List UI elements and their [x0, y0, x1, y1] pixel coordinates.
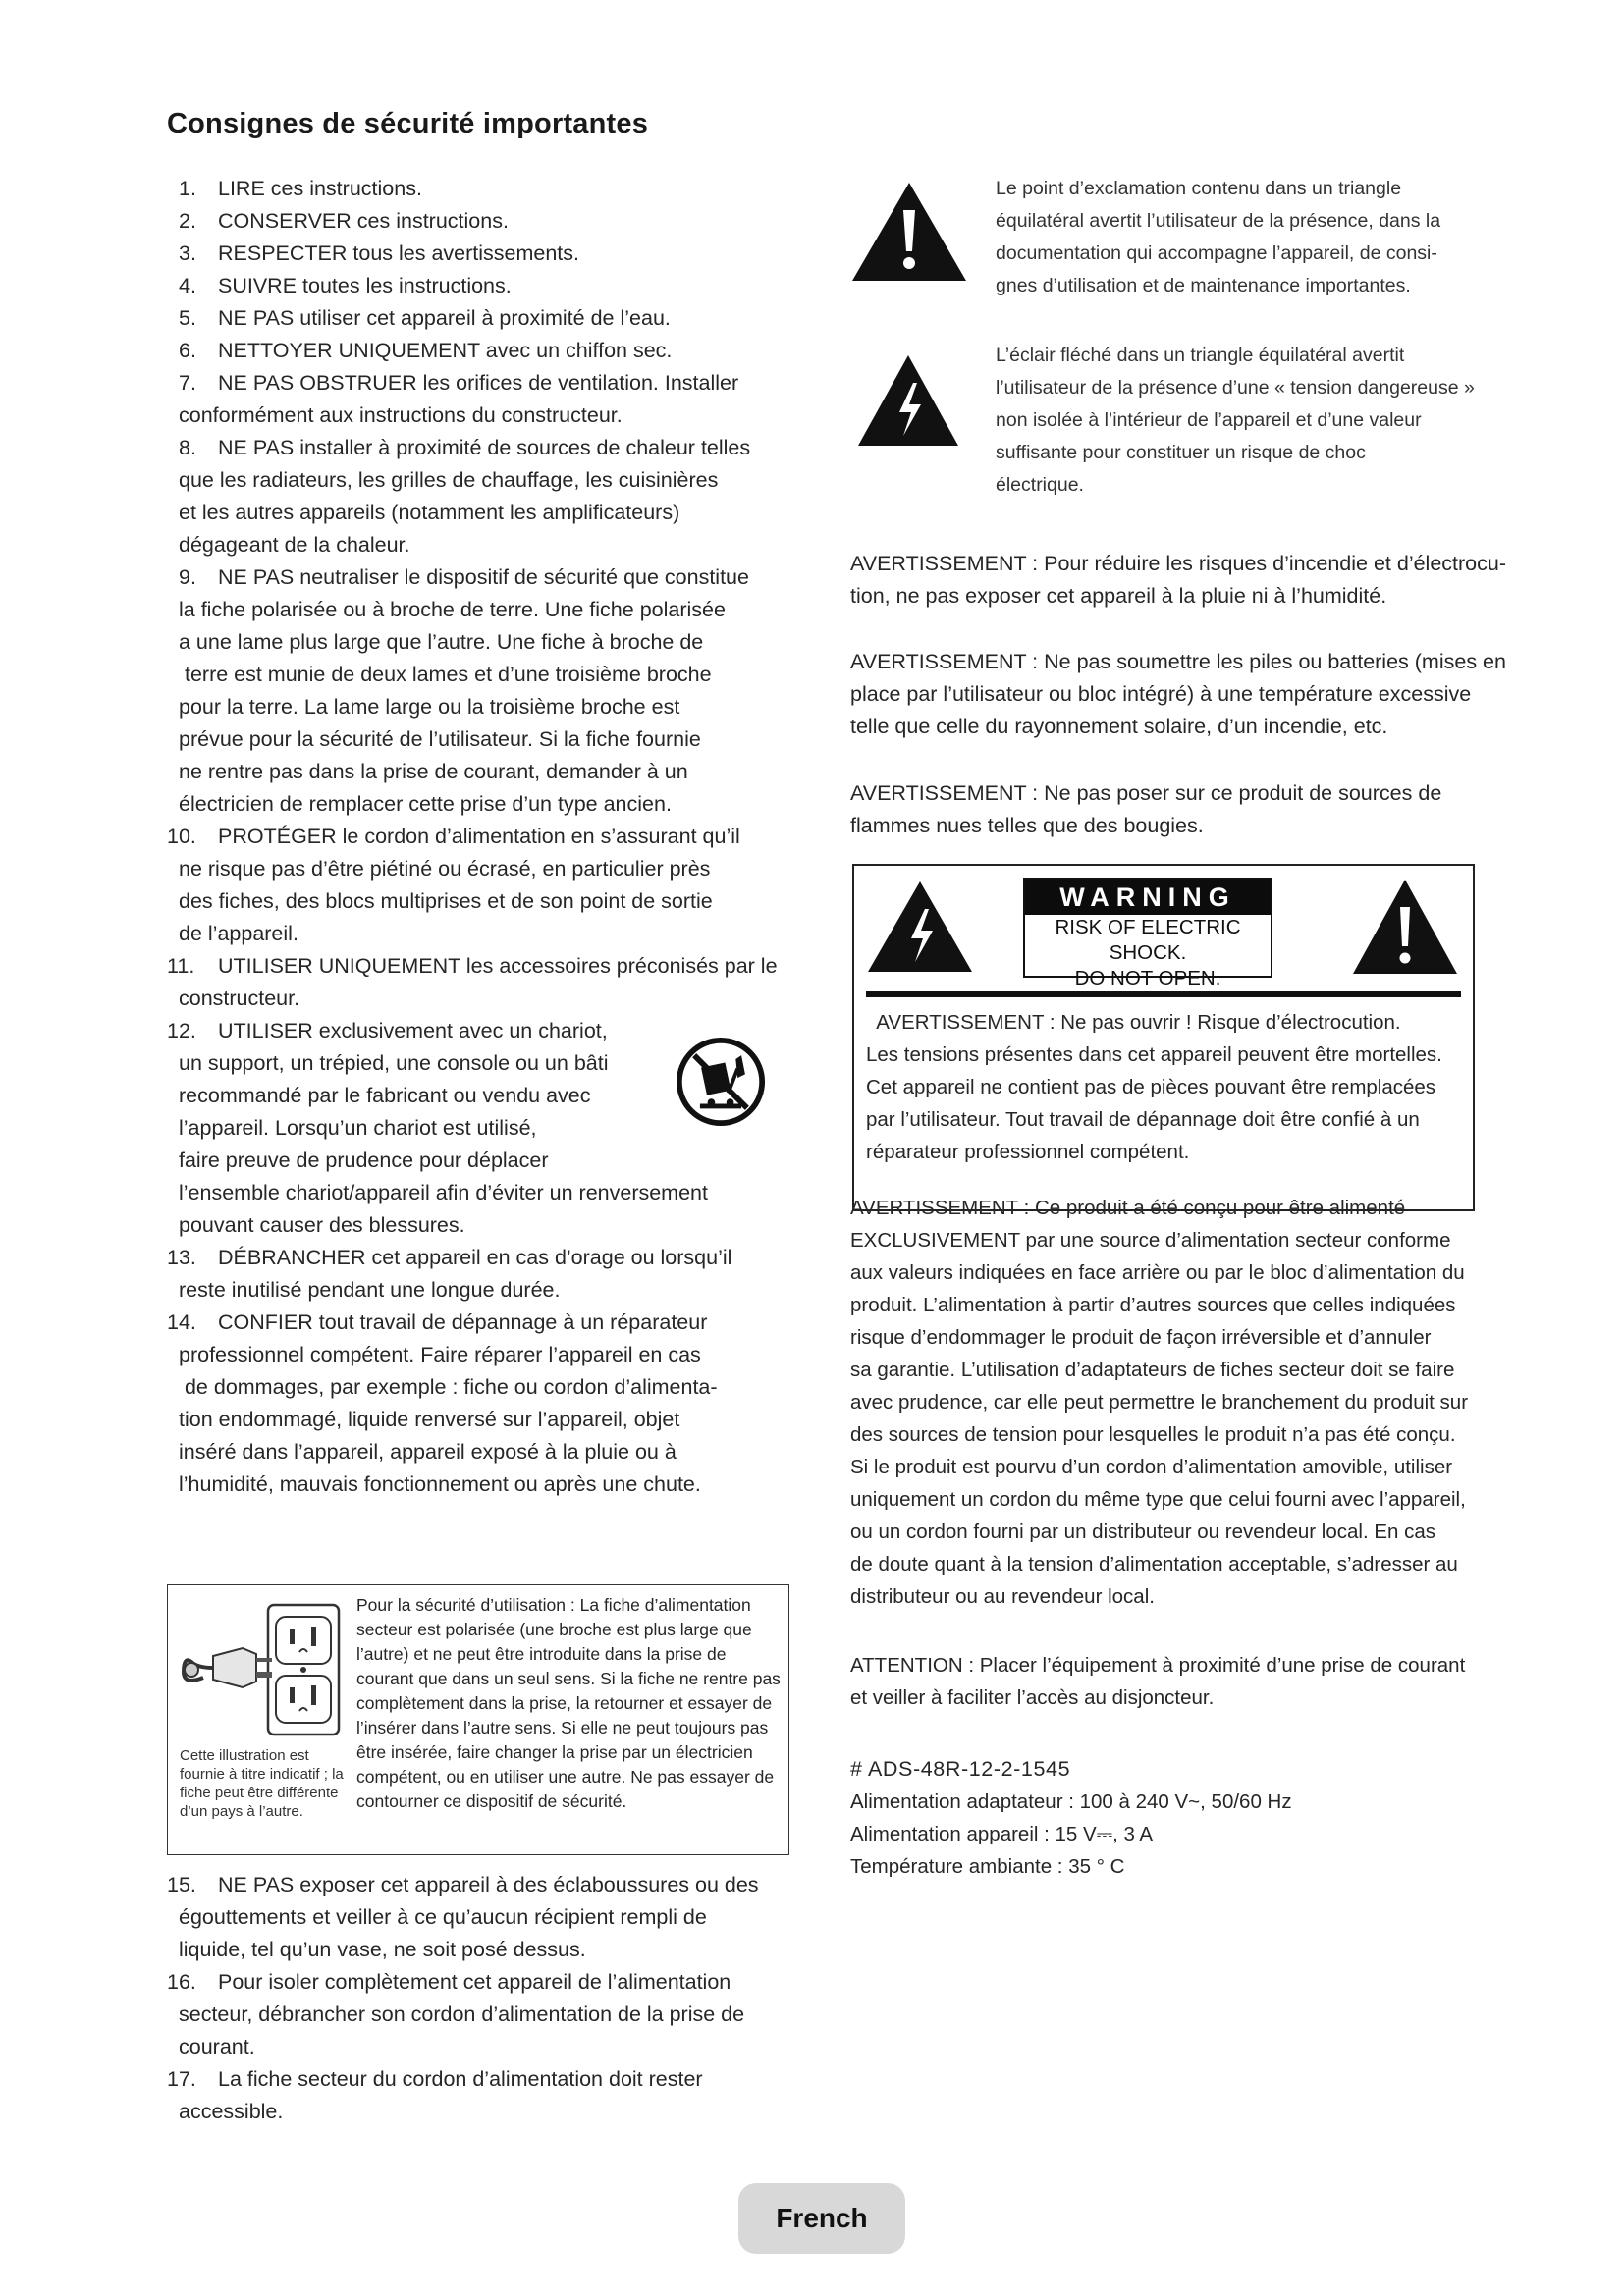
- rule-continuation: [167, 983, 795, 1015]
- rule-text: de dommages, par exemple : fiche ou cordon d’alimenta-: [179, 1375, 718, 1399]
- rule-text: ne rentre pas dans la prise de courant, demander à un: [179, 760, 688, 783]
- rule-continuation: [167, 1468, 795, 1501]
- caption-line: d’un pays à l’autre.: [180, 1803, 303, 1820]
- rule-item: [167, 302, 795, 335]
- rules-15-17: [167, 1869, 795, 2128]
- warning-batteries: [850, 646, 1506, 743]
- rule-text: recommandé par le fabricant ou vendu avec: [179, 1084, 591, 1107]
- rule-item: [167, 1966, 795, 1999]
- rule-text: NE PAS installer à proximité de sources de chaleur telles: [218, 436, 751, 459]
- rule-text: NE PAS exposer cet appareil à des éclaboussures ou des: [218, 1873, 759, 1896]
- warning-heading: WARNING: [1025, 880, 1271, 915]
- rule-text: NE PAS utiliser cet appareil à proximité de l’eau.: [218, 306, 671, 330]
- page-title: Consignes de sécurité importantes: [167, 108, 649, 139]
- text-line: telle que celle du rayonnement solaire, d’un incendie, etc.: [850, 715, 1388, 738]
- rule-item: [167, 205, 795, 238]
- rule-item: [167, 335, 795, 367]
- rules-1-14: [167, 173, 795, 1501]
- rule-item: [167, 432, 795, 464]
- rule-text: constructeur.: [179, 987, 300, 1010]
- text-line: Les tensions présentes dans cet appareil peuvent être mortelles.: [866, 1043, 1442, 1066]
- rule-text: ne risque pas d’être piétiné ou écrasé, en particulier près: [179, 857, 711, 881]
- text-line: Cet appareil ne contient pas de pièces pouvant être remplacées: [866, 1076, 1436, 1098]
- rule-text: pour la terre. La lame large ou la troisième broche est: [179, 695, 680, 719]
- exclamation-explanation: [850, 173, 1498, 320]
- caption-line: fiche peut être différente: [180, 1785, 339, 1801]
- rule-continuation: [167, 1209, 795, 1242]
- rule-text: dégageant de la chaleur.: [179, 533, 410, 557]
- rule-continuation: [167, 1404, 795, 1436]
- text-line: compétent, ou en utiliser une autre. Ne pas essayer de: [356, 1767, 775, 1787]
- rule-text: RESPECTER tous les avertissements.: [218, 241, 580, 265]
- rule-text: terre est munie de deux lames et d’une troisième broche: [179, 663, 712, 686]
- rule-text: a une lame plus large que l’autre. Une fiche à broche de: [179, 630, 704, 654]
- text-line: électrique.: [996, 474, 1084, 496]
- rule-continuation: [167, 788, 795, 821]
- warning-open-flames: [850, 777, 1479, 842]
- text-line: L’éclair fléché dans un triangle équilatéral avertit: [996, 345, 1405, 366]
- caption-line: fournie à titre indicatif ; la: [180, 1766, 344, 1783]
- text-line: et veiller à faciliter l’accès au disjoncteur.: [850, 1686, 1215, 1709]
- text-line: place par l’utilisateur ou bloc intégré) à une température excessive: [850, 682, 1472, 706]
- safety-rules-list-continued: [167, 1869, 795, 2128]
- rule-text: NE PAS OBSTRUER les orifices de ventilation. Installer: [218, 371, 739, 395]
- rule-item: [167, 950, 795, 983]
- text-line: produit. L’alimentation à partir d’autres sources que celles indiquées: [850, 1294, 1456, 1316]
- power-supply-warning: [850, 1192, 1479, 1613]
- power-specifications: [850, 1753, 1479, 1883]
- text-line: EXCLUSIVEMENT par une source d’alimentation secteur conforme: [850, 1229, 1451, 1252]
- rule-text: des fiches, des blocs multiprises et de son point de sortie: [179, 889, 713, 913]
- text-line: complètement dans la prise, la retourner et essayer de: [356, 1693, 773, 1713]
- plug-caption: [180, 1746, 349, 1821]
- electric-shock-warning-box: [852, 864, 1475, 1211]
- rule-text: de l’appareil.: [179, 922, 298, 945]
- rule-continuation: [167, 594, 795, 626]
- rule-number: 3.: [179, 241, 196, 265]
- text-line: avec prudence, car elle peut permettre le branchement du produit sur: [850, 1391, 1469, 1414]
- rule-item: [167, 821, 795, 853]
- rule-number: 13.: [167, 1246, 196, 1269]
- spec-line: Alimentation appareil : 15 V⎓, 3 A: [850, 1823, 1154, 1845]
- adapter-model: # ADS-48R-12-2-1545: [850, 1757, 1071, 1781]
- rule-text: conformément aux instructions du constructeur.: [179, 403, 623, 427]
- rule-text: la fiche polarisée ou à broche de terre. Une fiche polarisée: [179, 598, 726, 621]
- rule-item: [167, 367, 795, 400]
- rule-number: 14.: [167, 1310, 196, 1334]
- rule-item: [167, 1015, 795, 1047]
- rule-continuation: [167, 2096, 795, 2128]
- plug-safety-text: [356, 1593, 781, 1814]
- text-line: distributeur ou au revendeur local.: [850, 1585, 1155, 1608]
- rule-item: [167, 173, 795, 205]
- rule-text: prévue pour la sécurité de l’utilisateur. Si la fiche fournie: [179, 727, 701, 751]
- rule-text: courant.: [179, 2035, 255, 2058]
- rule-text: Pour isoler complètement cet appareil de l’alimentation: [218, 1970, 731, 1994]
- rule-number: 7.: [179, 371, 196, 395]
- rule-text: égouttements et veiller à ce qu’aucun récipient rempli de: [179, 1905, 707, 1929]
- rule-text: LIRE ces instructions.: [218, 177, 422, 200]
- text-line: réparateur professionnel compétent.: [866, 1141, 1190, 1163]
- rule-continuation: [167, 1112, 795, 1145]
- rule-number: 8.: [179, 436, 196, 459]
- rule-number: 12.: [167, 1019, 196, 1042]
- text-line: des sources de tension pour lesquelles le produit n’a pas été conçu.: [850, 1423, 1456, 1446]
- rule-continuation: [167, 1274, 795, 1307]
- text-line: AVERTISSEMENT : Ce produit a été conçu pour être alimenté: [850, 1197, 1406, 1219]
- rule-continuation: [167, 1177, 795, 1209]
- rule-continuation: [167, 691, 795, 723]
- rule-number: 17.: [167, 2067, 196, 2091]
- rule-text: pouvant causer des blessures.: [179, 1213, 465, 1237]
- rule-continuation: [167, 1999, 795, 2031]
- rule-continuation: [167, 1080, 795, 1112]
- rule-text: tion endommagé, liquide renversé sur l’appareil, objet: [179, 1408, 680, 1431]
- rule-item: [167, 2063, 795, 2096]
- text-line: AVERTISSEMENT : Pour réduire les risques d’incendie et d’électrocu-: [850, 552, 1506, 575]
- text-line: de doute quant à la tension d’alimentation acceptable, s’adresser au: [850, 1553, 1458, 1575]
- rule-text: et les autres appareils (notamment les amplificateurs): [179, 501, 680, 524]
- rule-text: UTILISER exclusivement avec un chariot,: [218, 1019, 608, 1042]
- rule-text: CONFIER tout travail de dépannage à un réparateur: [218, 1310, 708, 1334]
- warning-label-line: RISK OF ELECTRIC SHOCK.: [1055, 916, 1241, 964]
- rule-continuation: [167, 1371, 795, 1404]
- rule-text: accessible.: [179, 2100, 284, 2123]
- text-line: aux valeurs indiquées en face arrière ou par le bloc d’alimentation du: [850, 1261, 1465, 1284]
- rule-text: l’humidité, mauvais fonctionnement ou après une chute.: [179, 1472, 701, 1496]
- text-line: courant que dans un seul sens. Si la fiche ne rentre pas: [356, 1669, 781, 1688]
- text-line: AVERTISSEMENT : Ne pas soumettre les piles ou batteries (mises en: [850, 650, 1506, 673]
- text-line: documentation qui accompagne l’appareil, de consi-: [996, 242, 1437, 264]
- text-line: uniquement un cordon du même type que celui fourni avec l’appareil,: [850, 1488, 1466, 1511]
- rule-text: l’appareil. Lorsqu’un chariot est utilisé,: [179, 1116, 537, 1140]
- rule-number: 4.: [179, 274, 196, 297]
- rule-number: 11.: [167, 954, 195, 978]
- rule-text: La fiche secteur du cordon d’alimentation doit rester: [218, 2067, 703, 2091]
- rule-continuation: [167, 626, 795, 659]
- rule-text: NE PAS neutraliser le dispositif de sécurité que constitue: [218, 565, 749, 589]
- rule-continuation: [167, 1047, 795, 1080]
- rule-text: DÉBRANCHER cet appareil en cas d’orage ou lorsqu’il: [218, 1246, 732, 1269]
- text-line: l’insérer dans l’autre sens. Si elle ne peut toujours pas: [356, 1718, 769, 1737]
- rule-number: 15.: [167, 1873, 196, 1896]
- lightning-explanation: [850, 340, 1498, 507]
- warning-fire-shock: [850, 548, 1506, 613]
- text-line: AVERTISSEMENT : Ne pas ouvrir ! Risque d’électrocution.: [866, 1011, 1401, 1034]
- rule-continuation: [167, 659, 795, 691]
- text-line: flammes nues telles que des bougies.: [850, 814, 1204, 837]
- rule-item: [167, 1307, 795, 1339]
- lightning-text: [996, 340, 1496, 502]
- rule-continuation: [167, 885, 795, 918]
- warning-triangle-lightning-icon: [856, 353, 960, 448]
- safety-rules-list: [167, 173, 795, 1501]
- rule-text: liquide, tel qu’un vase, ne soit posé dessus.: [179, 1938, 586, 1961]
- rule-text: CONSERVER ces instructions.: [218, 209, 509, 233]
- text-line: suffisante pour constituer un risque de choc: [996, 442, 1366, 463]
- rule-continuation: [167, 529, 795, 561]
- text-line: Si le produit est pourvu d’un cordon d’alimentation amovible, utiliser: [850, 1456, 1453, 1478]
- text-line: par l’utilisateur. Tout travail de dépannage doit être confié à un: [866, 1108, 1420, 1131]
- rule-text: SUIVRE toutes les instructions.: [218, 274, 512, 297]
- text-line: Pour la sécurité d’utilisation : La fiche d’alimentation: [356, 1595, 751, 1615]
- rule-number: 9.: [179, 565, 196, 589]
- text-line: sa garantie. L’utilisation d’adaptateurs de fiches secteur doit se faire: [850, 1359, 1455, 1381]
- warning-box-text: [866, 1006, 1465, 1168]
- text-line: l’utilisateur de la présence d’une « tension dangereuse »: [996, 377, 1475, 399]
- text-line: contourner ce dispositif de sécurité.: [356, 1791, 627, 1811]
- rule-number: 10.: [167, 825, 196, 848]
- polarized-plug-notice: [167, 1584, 789, 1855]
- text-line: être insérée, faire changer la prise par un électricien: [356, 1742, 753, 1762]
- caption-line: Cette illustration est: [180, 1747, 309, 1764]
- rule-continuation: [167, 1339, 795, 1371]
- rule-continuation: [167, 723, 795, 756]
- rule-number: 6.: [179, 339, 196, 362]
- text-line: non isolée à l’intérieur de l’appareil et d’une valeur: [996, 409, 1422, 431]
- text-line: équilatéral avertit l’utilisateur de la présence, dans la: [996, 210, 1441, 232]
- rule-number: 1.: [179, 177, 196, 200]
- warning-triangle-exclamation-icon: [1351, 878, 1459, 976]
- text-line: ou un cordon fourni par un distributeur ou revendeur local. En cas: [850, 1521, 1436, 1543]
- text-line: ATTENTION : Placer l’équipement à proximité d’une prise de courant: [850, 1654, 1466, 1677]
- rule-item: [167, 1242, 795, 1274]
- rule-text: PROTÉGER le cordon d’alimentation en s’assurant qu’il: [218, 825, 740, 848]
- text-line: AVERTISSEMENT : Ne pas poser sur ce produit de sources de: [850, 781, 1442, 805]
- rule-continuation: [167, 853, 795, 885]
- rule-continuation: [167, 400, 795, 432]
- text-line: l’autre) et ne peut être introduite dans la prise de: [356, 1644, 727, 1664]
- text-line: tion, ne pas exposer cet appareil à la pluie ni à l’humidité.: [850, 584, 1387, 608]
- warning-triangle-lightning-icon: [866, 880, 974, 974]
- rule-text: électricien de remplacer cette prise d’un type ancien.: [179, 792, 672, 816]
- rule-continuation: [167, 918, 795, 950]
- rule-continuation: [167, 1901, 795, 1934]
- rule-text: faire preuve de prudence pour déplacer: [179, 1148, 549, 1172]
- rule-text: reste inutilisé pendant une longue durée.: [179, 1278, 561, 1302]
- attention-note: [850, 1649, 1479, 1714]
- text-line: risque d’endommager le produit de façon irréversible et d’annuler: [850, 1326, 1432, 1349]
- rule-number: 2.: [179, 209, 196, 233]
- rule-continuation: [167, 1436, 795, 1468]
- rule-item: [167, 270, 795, 302]
- warning-label: [1023, 878, 1272, 989]
- rule-text: professionnel compétent. Faire réparer l’appareil en cas: [179, 1343, 701, 1366]
- spec-line: Alimentation adaptateur : 100 à 240 V~, 50/60 Hz: [850, 1790, 1292, 1813]
- rule-text: UTILISER UNIQUEMENT les accessoires préconisés par le: [218, 954, 778, 978]
- rule-number: 16.: [167, 1970, 196, 1994]
- rule-text: secteur, débrancher son cordon d’alimentation de la prise de: [179, 2002, 745, 2026]
- rule-continuation: [167, 464, 795, 497]
- exclamation-text: [996, 173, 1496, 302]
- rule-continuation: [167, 1934, 795, 1966]
- warning-triangle-exclamation-icon: [850, 181, 968, 283]
- rule-item: [167, 561, 795, 594]
- spec-line: Température ambiante : 35 ° C: [850, 1855, 1125, 1878]
- text-line: secteur est polarisée (une broche est plus large que: [356, 1620, 752, 1639]
- rule-continuation: [167, 756, 795, 788]
- rule-text: inséré dans l’appareil, appareil exposé à la pluie ou à: [179, 1440, 677, 1464]
- rule-text: un support, un trépied, une console ou un bâti: [179, 1051, 609, 1075]
- rule-text: que les radiateurs, les grilles de chauffage, les cuisinières: [179, 468, 719, 492]
- polarized-plug-outlet-illustration: [174, 1597, 351, 1744]
- text-line: Le point d’exclamation contenu dans un triangle: [996, 178, 1402, 199]
- warning-label-line: DO NOT OPEN.: [1074, 967, 1221, 989]
- rule-text: NETTOYER UNIQUEMENT avec un chiffon sec.: [218, 339, 673, 362]
- text-line: gnes d’utilisation et de maintenance importantes.: [996, 275, 1411, 296]
- language-tab: French: [738, 2183, 905, 2254]
- divider: [866, 991, 1461, 997]
- rule-item: [167, 238, 795, 270]
- rule-item: [167, 1869, 795, 1901]
- rule-continuation: [167, 1145, 795, 1177]
- rule-continuation: [167, 497, 795, 529]
- rule-text: l’ensemble chariot/appareil afin d’éviter un renversement: [179, 1181, 708, 1204]
- rule-continuation: [167, 2031, 795, 2063]
- rule-number: 5.: [179, 306, 196, 330]
